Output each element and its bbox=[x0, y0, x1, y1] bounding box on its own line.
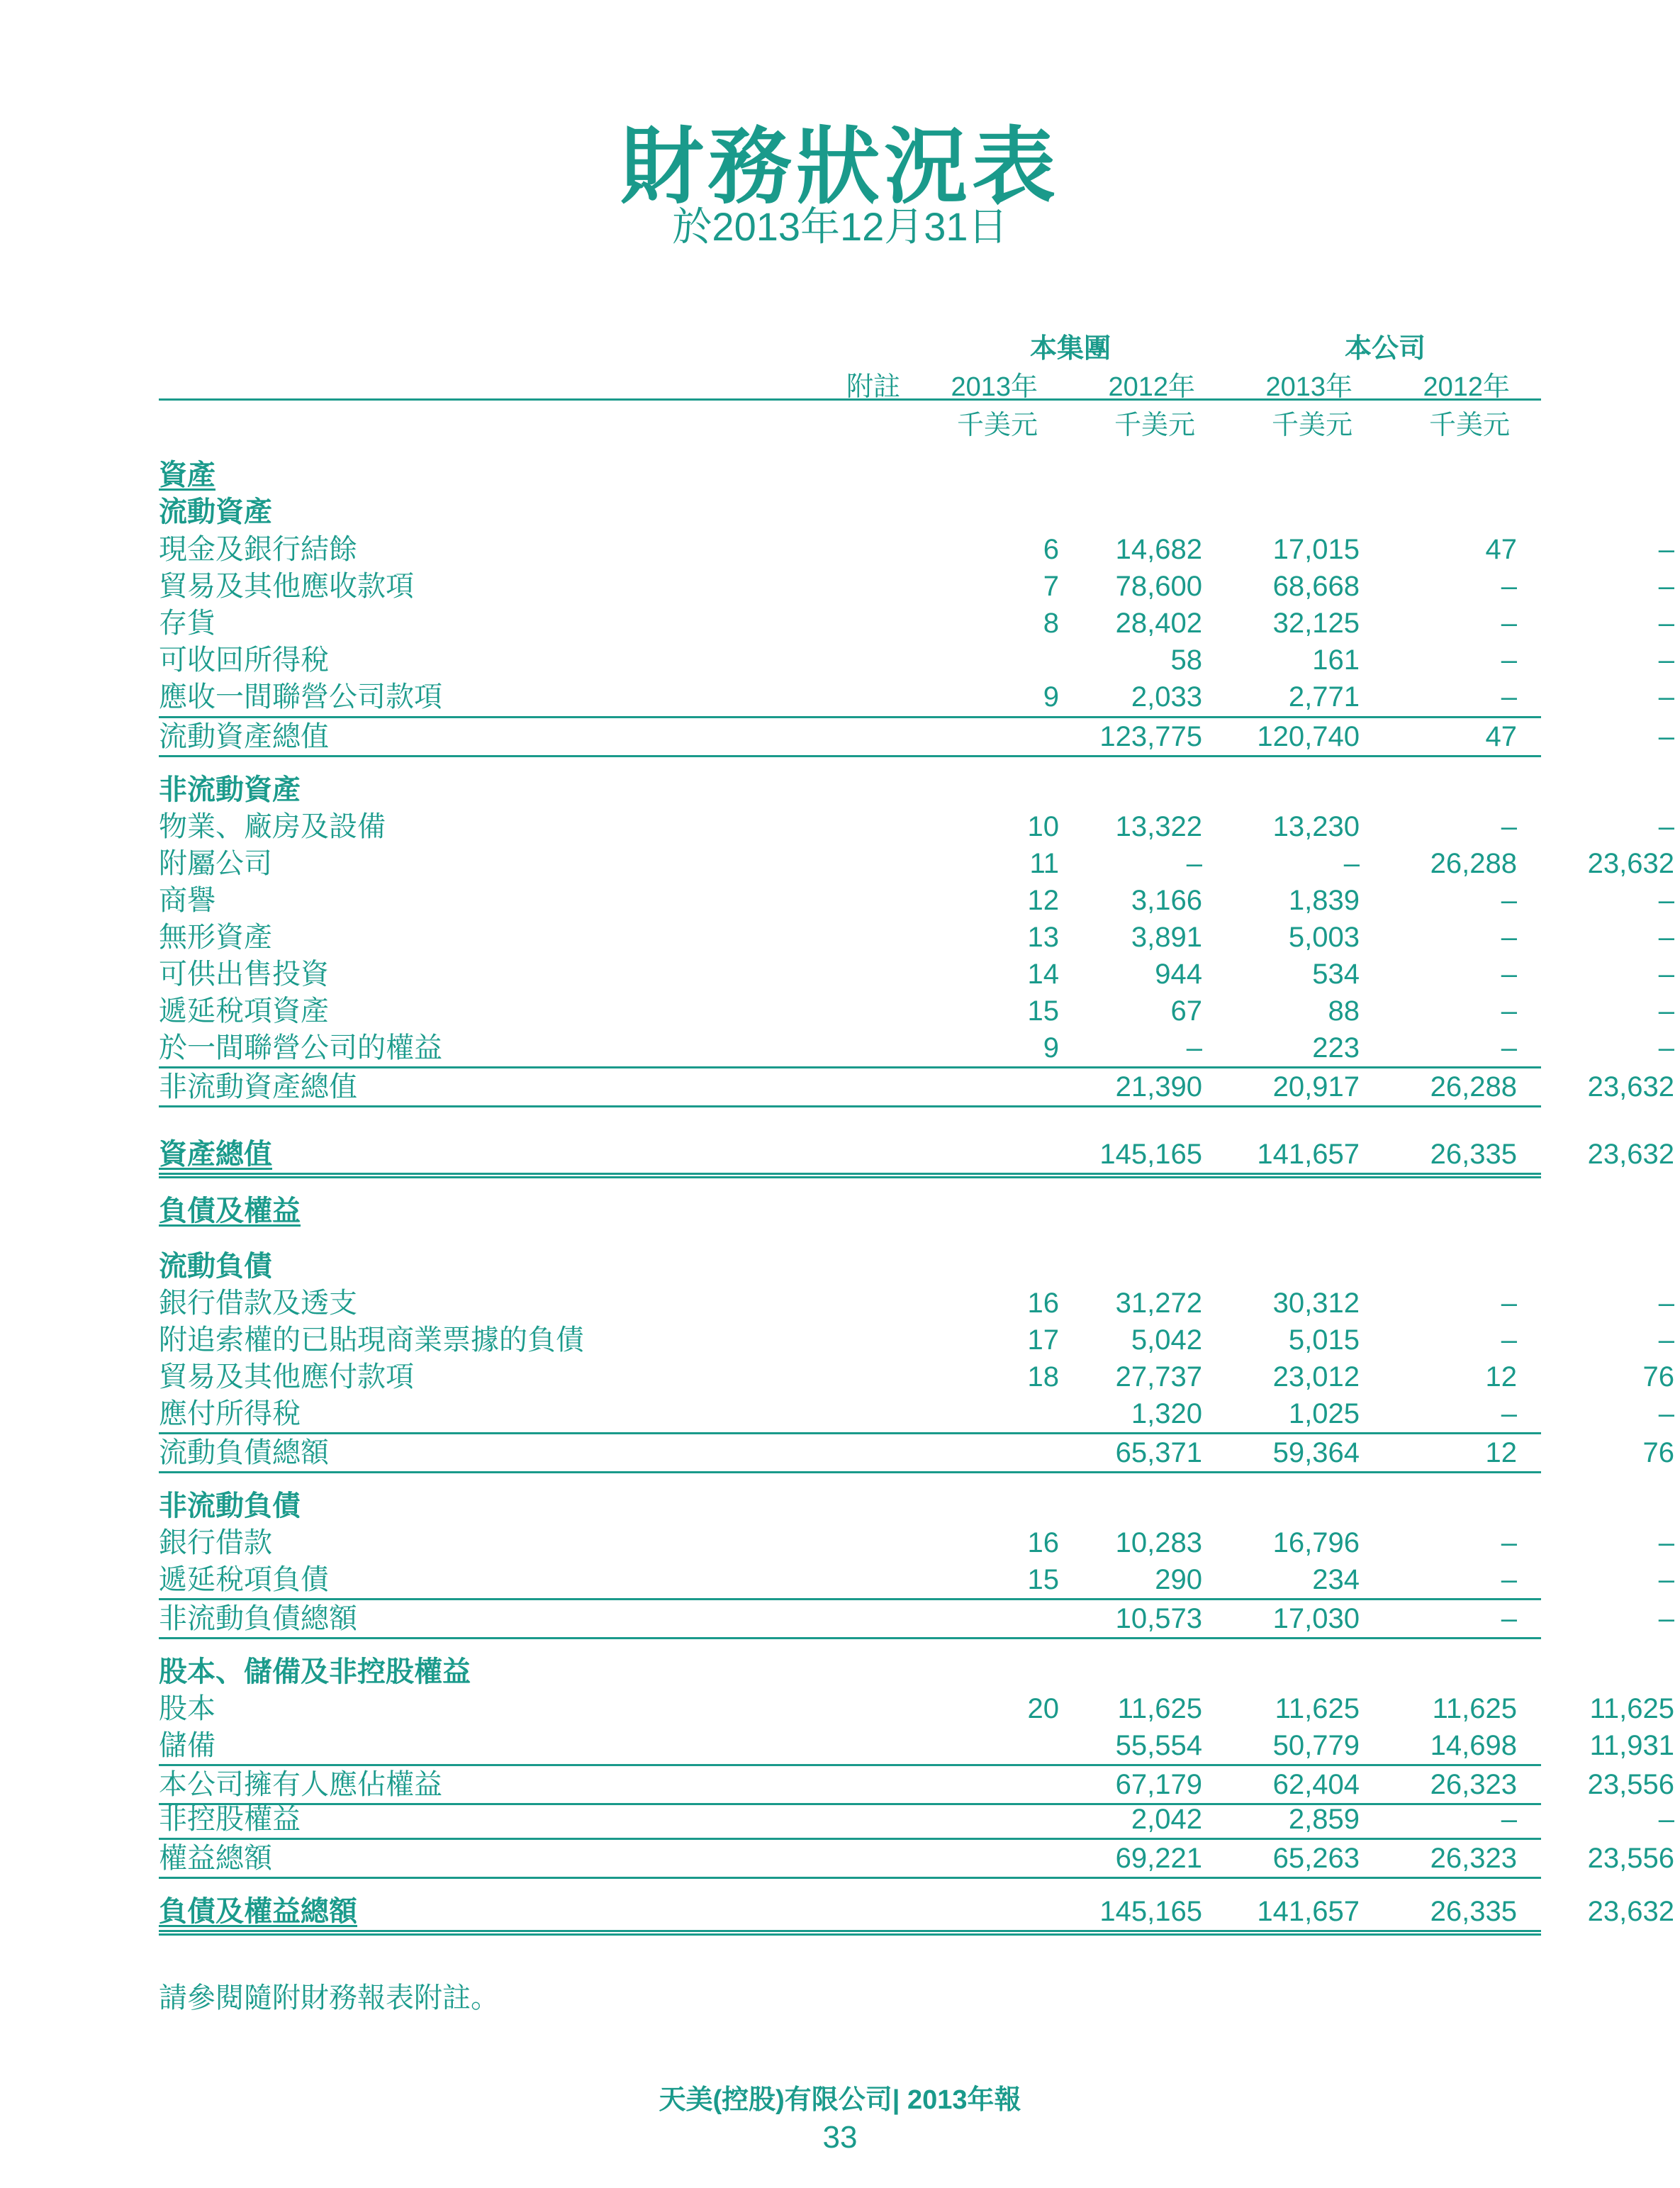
row-value: 32,125 bbox=[1272, 608, 1360, 639]
table-row bbox=[159, 1524, 1674, 1561]
row-value: 17,015 bbox=[1272, 534, 1360, 565]
table-row bbox=[159, 1322, 1674, 1358]
row-label: 非控股權益 bbox=[159, 1804, 301, 1835]
row-value: – bbox=[1501, 608, 1517, 639]
table-row bbox=[159, 1029, 1674, 1066]
row-label: 股本、儲備及非控股權益 bbox=[159, 1656, 471, 1687]
row-value: – bbox=[1501, 644, 1517, 676]
row-value: 223 bbox=[1312, 1032, 1360, 1064]
note-header: 附註 bbox=[846, 372, 900, 402]
row-value: 76 bbox=[1642, 1437, 1674, 1468]
row-value: – bbox=[1658, 1804, 1674, 1835]
row-label: 遞延稅項負債 bbox=[159, 1564, 329, 1595]
row-label: 銀行借款 bbox=[159, 1527, 272, 1558]
row-label: 貿易及其他應付款項 bbox=[159, 1361, 414, 1392]
table-row bbox=[159, 1764, 1674, 1805]
row-value: – bbox=[1658, 1032, 1674, 1064]
table-row bbox=[159, 956, 1674, 993]
row-value: 14,698 bbox=[1430, 1730, 1517, 1761]
row-note: 7 bbox=[1043, 571, 1059, 602]
table-row bbox=[159, 1727, 1674, 1764]
row-value: – bbox=[1658, 571, 1674, 602]
row-value: – bbox=[1501, 1527, 1517, 1558]
row-value: 123,775 bbox=[1099, 721, 1202, 752]
table-row bbox=[159, 1066, 1674, 1107]
table-row bbox=[159, 993, 1674, 1029]
row-value: 68,668 bbox=[1272, 571, 1360, 602]
row-value: 234 bbox=[1312, 1564, 1360, 1595]
row-value: 47 bbox=[1485, 721, 1517, 752]
row-label: 股本 bbox=[159, 1693, 215, 1724]
table-row bbox=[159, 568, 1674, 605]
row-value: 3,166 bbox=[1131, 885, 1202, 916]
table-row bbox=[159, 1432, 1674, 1473]
row-value: – bbox=[1501, 1564, 1517, 1595]
row-value: 145,165 bbox=[1099, 1896, 1202, 1927]
row-value: – bbox=[1501, 1324, 1517, 1356]
row-value: – bbox=[1658, 1398, 1674, 1429]
row-value: 2,859 bbox=[1288, 1804, 1360, 1835]
row-value: 16,796 bbox=[1272, 1527, 1360, 1558]
row-value: – bbox=[1501, 811, 1517, 842]
row-value: – bbox=[1658, 644, 1674, 676]
row-note: 17 bbox=[1027, 1324, 1059, 1356]
row-label: 負債及權益 bbox=[159, 1195, 301, 1227]
table-row bbox=[159, 845, 1674, 882]
row-value: 2,033 bbox=[1131, 681, 1202, 713]
row-label: 銀行借款及透支 bbox=[159, 1288, 357, 1319]
table-row bbox=[159, 679, 1674, 715]
row-value: – bbox=[1658, 1564, 1674, 1595]
row-note: 6 bbox=[1043, 534, 1059, 565]
table-row bbox=[159, 919, 1674, 956]
row-value: 78,600 bbox=[1115, 571, 1202, 602]
page-subtitle: 於2013年12月31日 bbox=[672, 204, 1008, 249]
row-note: 8 bbox=[1043, 608, 1059, 639]
row-value: 23,632 bbox=[1587, 1139, 1674, 1170]
row-note: 20 bbox=[1027, 1693, 1059, 1724]
row-label: 非流動資產 bbox=[159, 774, 301, 805]
row-value: 21,390 bbox=[1115, 1071, 1202, 1103]
row-note: 11 bbox=[1029, 848, 1059, 879]
footer-company: 天美(控股)有限公司| 2013年報 bbox=[659, 2085, 1021, 2115]
row-value: 47 bbox=[1485, 534, 1517, 565]
row-note: 14 bbox=[1027, 959, 1059, 990]
row-value: 23,632 bbox=[1587, 848, 1674, 879]
row-value: 26,323 bbox=[1430, 1769, 1517, 1800]
row-value: 141,657 bbox=[1257, 1139, 1360, 1170]
row-value: 76 bbox=[1642, 1361, 1674, 1392]
row-note: 12 bbox=[1027, 885, 1059, 916]
row-label: 存貨 bbox=[159, 608, 215, 639]
row-value: 944 bbox=[1155, 959, 1202, 990]
table-row bbox=[159, 1893, 1674, 1936]
row-value: 13,230 bbox=[1272, 811, 1360, 842]
row-value: 10,283 bbox=[1115, 1527, 1202, 1558]
row-value: 67 bbox=[1170, 995, 1202, 1027]
row-value: 27,737 bbox=[1115, 1361, 1202, 1392]
table-row bbox=[159, 531, 1674, 568]
row-value: 23,632 bbox=[1587, 1896, 1674, 1927]
row-value: 5,015 bbox=[1288, 1324, 1360, 1356]
row-value: 161 bbox=[1312, 644, 1360, 676]
row-value: 1,320 bbox=[1131, 1398, 1202, 1429]
row-note: 15 bbox=[1027, 1564, 1059, 1595]
row-value: 534 bbox=[1312, 959, 1360, 990]
row-label: 非流動負債 bbox=[159, 1490, 301, 1522]
row-value: 65,371 bbox=[1115, 1437, 1202, 1468]
table-row bbox=[159, 1358, 1674, 1395]
row-label: 應收一間聯營公司款項 bbox=[159, 681, 442, 713]
row-label: 可供出售投資 bbox=[159, 959, 329, 990]
row-value: 11,625 bbox=[1432, 1693, 1517, 1724]
row-label: 附屬公司 bbox=[159, 848, 272, 879]
section-heading bbox=[159, 1248, 1541, 1285]
row-value: 26,288 bbox=[1430, 1071, 1517, 1103]
row-value: – bbox=[1658, 1527, 1674, 1558]
row-value: 55,554 bbox=[1115, 1730, 1202, 1761]
row-value: 88 bbox=[1328, 995, 1360, 1027]
row-value: 23,556 bbox=[1587, 1843, 1674, 1874]
row-label: 資產總值 bbox=[159, 1139, 272, 1170]
row-value: – bbox=[1658, 1288, 1674, 1319]
row-value: 120,740 bbox=[1257, 721, 1360, 752]
row-value: 30,312 bbox=[1272, 1288, 1360, 1319]
row-value: – bbox=[1501, 681, 1517, 713]
row-label: 流動負債總額 bbox=[159, 1437, 329, 1468]
row-value: 26,288 bbox=[1430, 848, 1517, 879]
year-header-company-2013: 2013年 bbox=[1265, 372, 1353, 402]
row-value: – bbox=[1501, 1398, 1517, 1429]
row-value: – bbox=[1501, 1288, 1517, 1319]
row-note: 16 bbox=[1027, 1288, 1059, 1319]
row-value: – bbox=[1186, 1032, 1202, 1064]
table-row bbox=[159, 716, 1674, 757]
row-value: – bbox=[1658, 995, 1674, 1027]
row-value: – bbox=[1501, 1804, 1517, 1835]
row-value: 2,042 bbox=[1131, 1804, 1202, 1835]
row-value: – bbox=[1658, 922, 1674, 953]
row-label: 非流動資產總值 bbox=[159, 1071, 357, 1103]
table-row bbox=[159, 1598, 1674, 1639]
row-note: 16 bbox=[1027, 1527, 1059, 1558]
row-note: 9 bbox=[1043, 1032, 1059, 1064]
row-note: 13 bbox=[1027, 922, 1059, 953]
table-row bbox=[159, 1395, 1674, 1432]
row-value: 2,771 bbox=[1288, 681, 1360, 713]
row-value: 26,323 bbox=[1430, 1843, 1517, 1874]
table-row bbox=[159, 1838, 1674, 1879]
row-value: 11,625 bbox=[1275, 1693, 1360, 1724]
table-row bbox=[159, 882, 1674, 919]
row-value: 10,573 bbox=[1115, 1603, 1202, 1634]
row-value: – bbox=[1658, 1603, 1674, 1634]
row-value: – bbox=[1658, 721, 1674, 752]
unit-header-group-2013: 千美元 bbox=[956, 411, 1038, 440]
row-label: 權益總額 bbox=[159, 1843, 272, 1874]
unit-header-company-2013: 千美元 bbox=[1271, 411, 1353, 440]
row-label: 現金及銀行結餘 bbox=[159, 534, 357, 565]
row-label: 本公司擁有人應佔權益 bbox=[159, 1769, 442, 1800]
row-value: 3,891 bbox=[1131, 922, 1202, 953]
row-value: 11,931 bbox=[1589, 1730, 1674, 1761]
table-row bbox=[159, 1690, 1674, 1727]
section-heading bbox=[159, 771, 1541, 808]
row-label: 於一間聯營公司的權益 bbox=[159, 1032, 442, 1064]
table-row bbox=[159, 1285, 1674, 1322]
row-note: 15 bbox=[1027, 995, 1059, 1027]
row-label: 流動資產 bbox=[159, 496, 272, 528]
company-header: 本公司 bbox=[1344, 334, 1426, 364]
row-value: – bbox=[1501, 959, 1517, 990]
row-label: 遞延稅項資產 bbox=[159, 995, 329, 1027]
row-value: 62,404 bbox=[1272, 1769, 1360, 1800]
row-value: 28,402 bbox=[1115, 608, 1202, 639]
row-value: 23,556 bbox=[1587, 1769, 1674, 1800]
row-value: 23,012 bbox=[1272, 1361, 1360, 1392]
row-label: 無形資產 bbox=[159, 922, 272, 953]
year-header-company-2012: 2012年 bbox=[1423, 372, 1510, 402]
row-value: – bbox=[1501, 1603, 1517, 1634]
row-value: 50,779 bbox=[1272, 1730, 1360, 1761]
page-title: 財務狀況表 bbox=[620, 121, 1060, 214]
row-label: 資產 bbox=[159, 459, 215, 491]
row-label: 流動負債 bbox=[159, 1251, 272, 1282]
row-label: 儲備 bbox=[159, 1730, 215, 1761]
unit-header-group-2012: 千美元 bbox=[1114, 411, 1195, 440]
row-value: – bbox=[1501, 885, 1517, 916]
section-heading bbox=[159, 457, 1541, 493]
row-label: 貿易及其他應收款項 bbox=[159, 571, 414, 602]
row-value: 26,335 bbox=[1430, 1139, 1517, 1170]
row-value: 58 bbox=[1170, 644, 1202, 676]
table-row bbox=[159, 642, 1674, 679]
row-value: 31,272 bbox=[1115, 1288, 1202, 1319]
unit-header-company-2012: 千美元 bbox=[1428, 411, 1510, 440]
row-value: – bbox=[1658, 885, 1674, 916]
row-value: 11,625 bbox=[1589, 1693, 1674, 1724]
row-label: 商譽 bbox=[159, 885, 215, 916]
row-note: 9 bbox=[1043, 681, 1059, 713]
row-value: 26,335 bbox=[1430, 1896, 1517, 1927]
row-value: 67,179 bbox=[1115, 1769, 1202, 1800]
row-value: 12 bbox=[1485, 1437, 1517, 1468]
row-value: – bbox=[1343, 848, 1360, 879]
table-row bbox=[159, 1136, 1674, 1178]
group-header: 本集團 bbox=[1029, 334, 1111, 364]
row-value: – bbox=[1501, 995, 1517, 1027]
row-value: – bbox=[1658, 534, 1674, 565]
page-number: 33 bbox=[822, 2120, 858, 2155]
table-row bbox=[159, 808, 1674, 845]
row-label: 流動資產總值 bbox=[159, 721, 329, 752]
row-label: 物業、廠房及設備 bbox=[159, 811, 386, 842]
row-value: – bbox=[1658, 1324, 1674, 1356]
row-label: 應付所得稅 bbox=[159, 1398, 301, 1429]
row-value: – bbox=[1501, 1032, 1517, 1064]
row-value: 145,165 bbox=[1099, 1139, 1202, 1170]
row-label: 附追索權的已貼現商業票據的負債 bbox=[159, 1324, 584, 1356]
row-value: – bbox=[1658, 681, 1674, 713]
row-label: 非流動負債總額 bbox=[159, 1603, 357, 1634]
row-value: 5,042 bbox=[1131, 1324, 1202, 1356]
row-value: 11,625 bbox=[1117, 1693, 1202, 1724]
row-value: 17,030 bbox=[1272, 1603, 1360, 1634]
row-label: 負債及權益總額 bbox=[159, 1896, 357, 1927]
row-value: 20,917 bbox=[1272, 1071, 1360, 1103]
year-header-group-2012: 2012年 bbox=[1108, 372, 1195, 402]
row-value: – bbox=[1658, 608, 1674, 639]
row-value: 5,003 bbox=[1288, 922, 1360, 953]
year-header-group-2013: 2013年 bbox=[951, 372, 1038, 402]
section-heading bbox=[159, 1653, 1541, 1690]
row-value: 65,263 bbox=[1272, 1843, 1360, 1874]
row-value: 1,839 bbox=[1288, 885, 1360, 916]
row-value: – bbox=[1186, 848, 1202, 879]
row-value: 12 bbox=[1485, 1361, 1517, 1392]
row-value: – bbox=[1658, 811, 1674, 842]
table-row bbox=[159, 605, 1674, 642]
section-heading bbox=[159, 1193, 1541, 1229]
row-value: 14,682 bbox=[1115, 534, 1202, 565]
row-value: – bbox=[1658, 959, 1674, 990]
row-value: 69,221 bbox=[1115, 1843, 1202, 1874]
row-value: – bbox=[1501, 571, 1517, 602]
row-value: 141,657 bbox=[1257, 1896, 1360, 1927]
row-value: 1,025 bbox=[1288, 1398, 1360, 1429]
row-value: 13,322 bbox=[1115, 811, 1202, 842]
table-row bbox=[159, 1561, 1674, 1598]
row-note: 18 bbox=[1027, 1361, 1059, 1392]
row-value: 290 bbox=[1155, 1564, 1202, 1595]
row-value: 59,364 bbox=[1272, 1437, 1360, 1468]
section-heading bbox=[159, 1487, 1541, 1524]
row-value: – bbox=[1501, 922, 1517, 953]
footnote: 請參閱隨附財務報表附註。 bbox=[159, 1982, 499, 2014]
row-value: 23,632 bbox=[1587, 1071, 1674, 1103]
section-heading bbox=[159, 493, 1541, 530]
row-note: 10 bbox=[1027, 811, 1059, 842]
row-label: 可收回所得稅 bbox=[159, 644, 329, 676]
table-row bbox=[159, 1801, 1674, 1838]
